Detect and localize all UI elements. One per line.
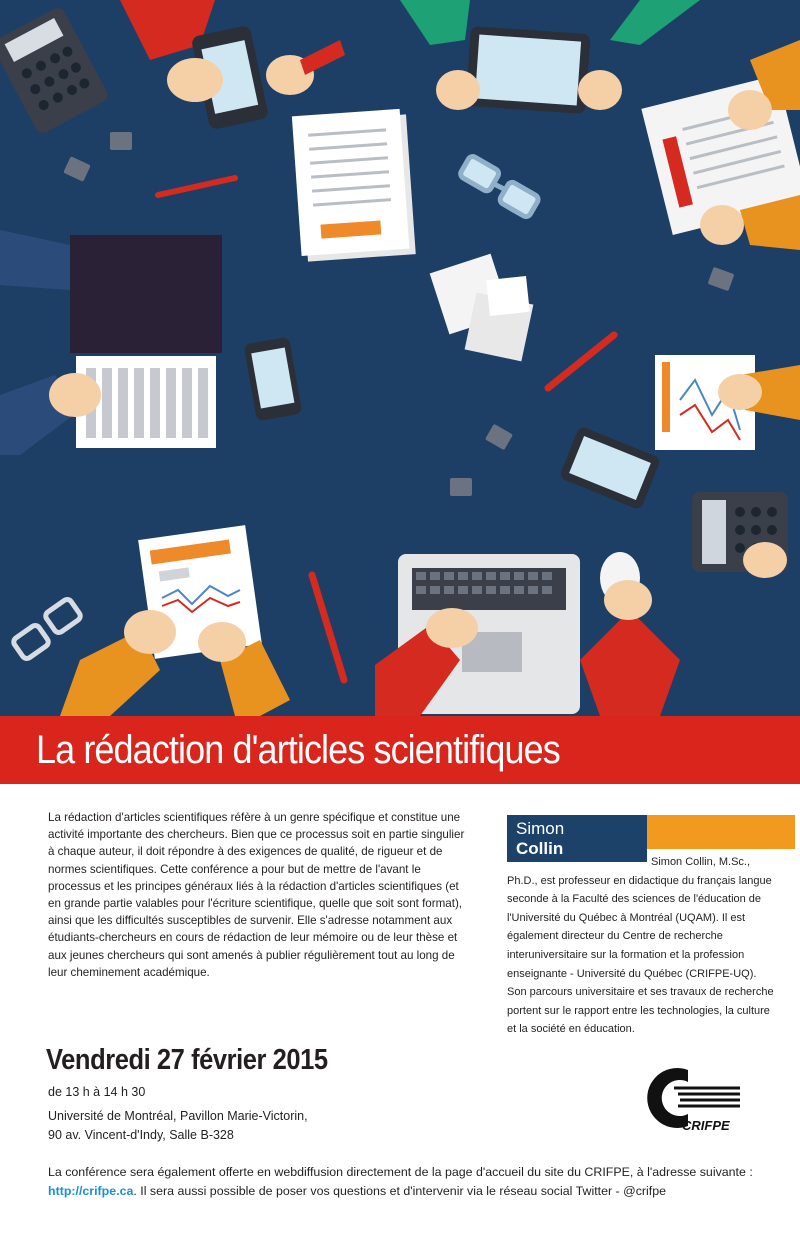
speaker-first-name: Simon xyxy=(516,819,565,838)
speaker-bio xyxy=(507,853,779,1039)
speaker-bio-text: Simon Collin, M.Sc., Ph.D., est professeur en didactique du français langue seconde à la Faculté des sciences de l'éducation de l'Université du Québec à Montréal (UQAM). Il est également directeur du Centre de recherche interuniversitaire sur la formation et la profession enseignante - Université du Québec (CRIFPE-UQ). Son parcours universitaire et ses travaux de recherche portent sur le rapport entre les technologies, la culture et la société en éducation. xyxy=(507,856,774,1036)
title-bar xyxy=(0,716,800,784)
crifpe-link[interactable]: http://crifpe.ca xyxy=(48,1184,134,1198)
event-location xyxy=(48,1107,308,1145)
page-title: La rédaction d'articles scientifiques xyxy=(36,728,560,772)
logo-text: CRIFPE xyxy=(682,1118,730,1133)
event-time: de 13 h à 14 h 30 xyxy=(48,1085,146,1099)
laptop-bottom-center xyxy=(375,552,680,716)
crifpe-logo xyxy=(644,1064,744,1134)
webcast-text-after: . Il sera aussi possible de poser vos questions et d'intervenir via le réseau social Twitter - @crifpe xyxy=(133,1184,666,1198)
webcast-notice xyxy=(48,1163,778,1201)
speaker-accent-bar xyxy=(647,815,795,849)
event-location-line-1: Université de Montréal, Pavillon Marie-Victorin, xyxy=(48,1109,308,1123)
document-center xyxy=(292,109,416,262)
speaker-last-name: Collin xyxy=(516,839,564,858)
calculator-right xyxy=(692,492,788,578)
abstract-paragraph: La rédaction d'articles scientifiques réfère à un genre spécifique et constitue une activité importante des chercheurs. Bien que ce processus soit en partie singulier à chaque auteur, il doit répondre à des exigences de qualité, de rigueur et de normes scientifiques. Cette conférence a pour but de mettre de l'avant le processus et les principes généraux liés à la rédaction d'articles scientifiques (et en grande partie valables pour l'écriture scientifique, quelle que soit sont format), ainsi que les difficultés susceptibles de survenir. Elle s'adresse notamment aux étudiants-chercheurs en cours de rédaction de leur mémoire ou de leur thèse et aux jeunes chercheurs qui sont amenés à publier régulièrement tout au long de leur cheminement académique. xyxy=(48,811,465,979)
event-date: Vendredi 27 février 2015 xyxy=(46,1044,328,1076)
abstract-text xyxy=(48,809,468,981)
webcast-text-before: La conférence sera également offerte en webdiffusion directement de la page d'accueil du site du CRIFPE, à l'adresse suivante : xyxy=(48,1165,753,1179)
event-location-line-2: 90 av. Vincent-d'Indy, Salle B-328 xyxy=(48,1128,234,1142)
